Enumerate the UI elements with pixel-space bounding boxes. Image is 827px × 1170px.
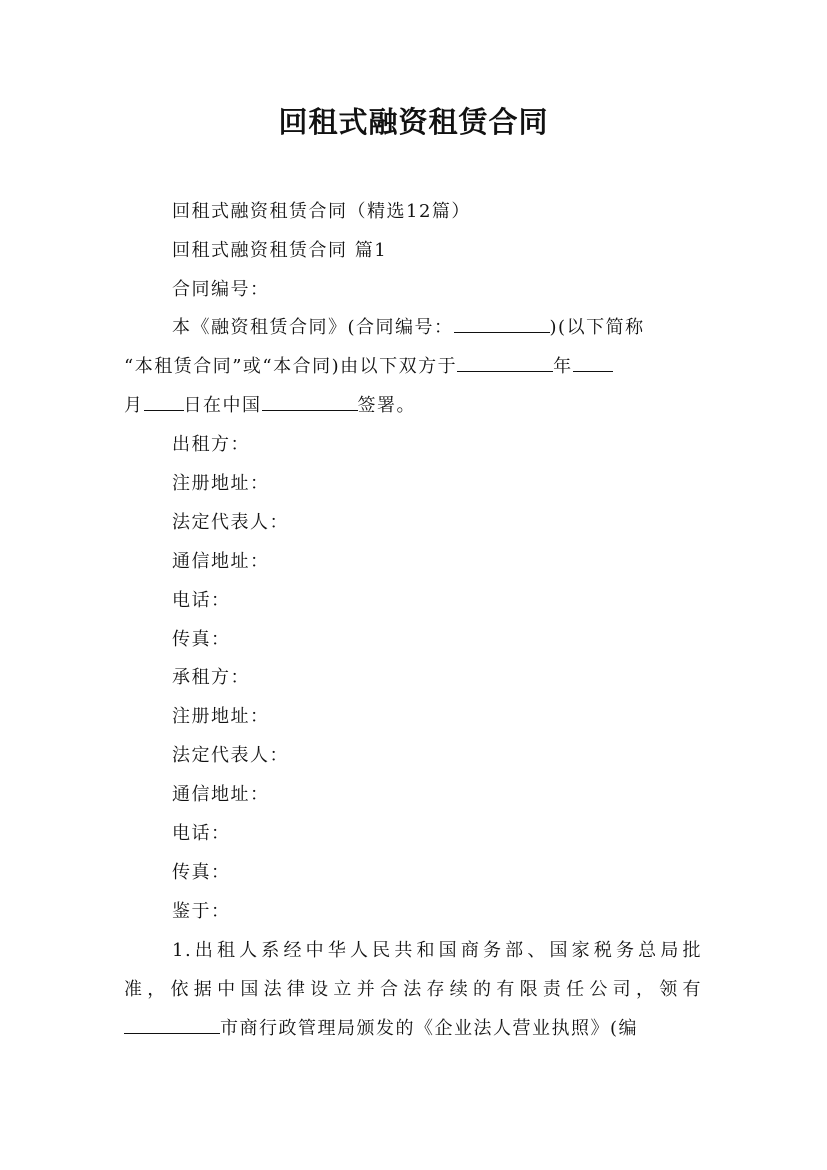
subtitle: 回租式融资租赁合同（精选12篇） [172,201,471,222]
lessee-legal-representative: 法定代表人： [172,745,289,766]
lessor-legal-representative: 法定代表人： [172,512,289,533]
intro-line-2 [124,353,714,381]
blank-city [124,1015,220,1034]
lessor-registered-address: 注册地址： [172,473,270,494]
blank-location [262,392,358,411]
blank-contract-number [454,314,550,333]
contract-number-label: 合同编号： [172,279,270,300]
intro-text: 日在中国 [183,395,262,416]
intro-line-3 [124,392,714,420]
whereas-label: 鉴于： [172,901,231,922]
intro-text: 签署。 [357,395,416,416]
lessee-label: 承租方： [172,667,250,688]
intro-text: 月 [124,395,144,416]
intro-text: “本租赁合同”或“本合同)由以下双方于 [124,356,458,377]
blank-month [573,353,613,372]
clause1-text: 市商行政管理局颁发的《企业法人营业执照》(编 [220,1018,639,1039]
clause1-line-1: 1.出租人系经中华人民共和国商务部、国家税务总局批 [172,940,702,961]
lessor-label: 出租方： [172,434,250,455]
blank-year [457,353,553,372]
intro-line-1 [172,314,712,342]
lessee-mailing-address: 通信地址： [172,784,270,805]
clause1-line-2: 准，依据中国法律设立并合法存续的有限责任公司，领有 [124,979,702,1000]
section-heading: 回租式融资租赁合同 篇1 [172,240,388,261]
lessee-fax: 传真： [172,862,231,883]
clause1-line-3 [124,1015,714,1043]
lessor-fax: 传真： [172,629,231,650]
intro-text: )(以下简称 [549,317,645,338]
lessee-phone: 电话： [172,823,231,844]
lessor-phone: 电话： [172,590,231,611]
blank-day [144,392,184,411]
intro-text: 年 [553,356,573,377]
document-title: 回租式融资租赁合同 [278,105,549,139]
lessee-registered-address: 注册地址： [172,706,270,727]
lessor-mailing-address: 通信地址： [172,551,270,572]
intro-text: 本《融资租赁合同》(合同编号： [172,317,454,338]
